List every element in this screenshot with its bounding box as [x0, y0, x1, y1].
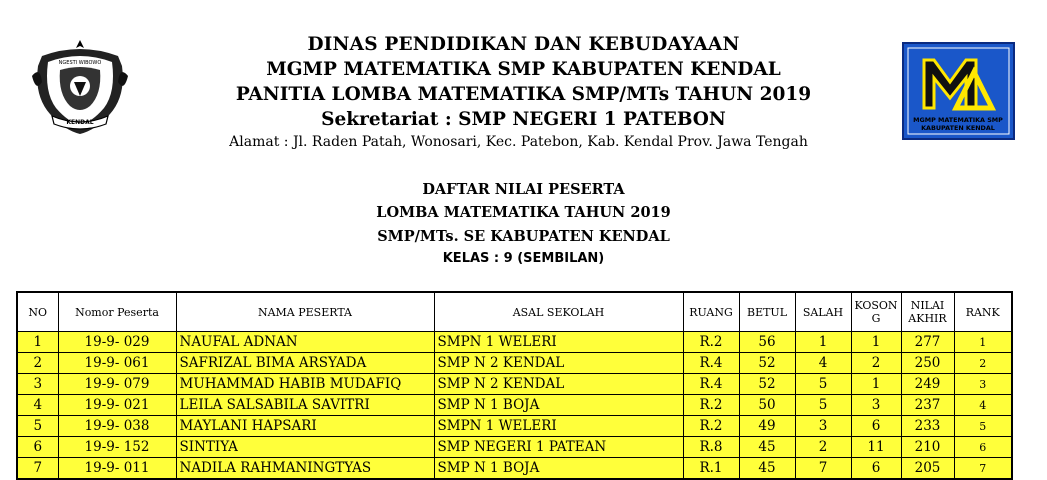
header-line-1: DINAS PENDIDIKAN DAN KEBUDAYAAN [307, 34, 740, 55]
cell-salah: 5 [795, 374, 851, 395]
cell-salah: 4 [795, 353, 851, 374]
cell-nama: MUHAMMAD HABIB MUDAFIQ [176, 374, 434, 395]
cell-no: 1 [17, 332, 58, 353]
table-row [17, 374, 1012, 395]
cell-kosong: 1 [851, 332, 901, 353]
cell-nama: NAUFAL ADNAN [176, 332, 434, 353]
cell-kosong: 6 [851, 458, 901, 480]
crest-top-text: NGESTI WIBOWO [58, 60, 102, 66]
cell-nilai: 205 [901, 458, 954, 480]
col-asal-sekolah: ASAL SEKOLAH [434, 292, 683, 332]
col-kosong-line2: G [871, 312, 881, 325]
header-line-4: Sekretariat : SMP NEGERI 1 PATEBON [321, 109, 726, 130]
cell-nilai: 233 [901, 416, 954, 437]
cell-no: 2 [17, 353, 58, 374]
col-no: NO [17, 292, 58, 332]
mgmp-logo-text-2: KABUPATEN KENDAL [921, 124, 995, 132]
cell-no: 4 [17, 395, 58, 416]
table-row [17, 458, 1012, 480]
cell-asal: SMP N 1 BOJA [434, 395, 683, 416]
col-nilai-akhir [901, 292, 954, 332]
cell-betul: 45 [739, 458, 795, 480]
cell-nomor: 19-9- 011 [58, 458, 176, 480]
cell-rank: 6 [954, 437, 1012, 458]
header-line-2: MGMP MATEMATIKA SMP KABUPATEN KENDAL [266, 59, 781, 80]
cell-rank: 5 [954, 416, 1012, 437]
table-header-row [17, 292, 1012, 332]
score-table [16, 291, 1013, 480]
cell-salah: 1 [795, 332, 851, 353]
cell-ruang: R.2 [683, 332, 739, 353]
cell-asal: SMP N 2 KENDAL [434, 353, 683, 374]
cell-nomor: 19-9- 021 [58, 395, 176, 416]
cell-nomor: 19-9- 061 [58, 353, 176, 374]
cell-ruang: R.2 [683, 395, 739, 416]
cell-asal: SMP NEGERI 1 PATEAN [434, 437, 683, 458]
cell-nilai: 210 [901, 437, 954, 458]
cell-nama: SINTIYA [176, 437, 434, 458]
col-rank: RANK [954, 292, 1012, 332]
cell-betul: 52 [739, 374, 795, 395]
cell-nilai: 277 [901, 332, 954, 353]
cell-nomor: 19-9- 038 [58, 416, 176, 437]
col-kosong-line1: KOSON [854, 299, 898, 312]
cell-kosong: 1 [851, 374, 901, 395]
cell-betul: 52 [739, 353, 795, 374]
doc-title-4: KELAS : 9 (SEMBILAN) [442, 251, 605, 266]
cell-rank: 1 [954, 332, 1012, 353]
table-row [17, 437, 1012, 458]
col-nilai-line2: AKHIR [908, 312, 947, 325]
cell-kosong: 3 [851, 395, 901, 416]
cell-nilai: 237 [901, 395, 954, 416]
table-row [17, 416, 1012, 437]
col-betul: BETUL [739, 292, 795, 332]
cell-no: 3 [17, 374, 58, 395]
col-ruang: RUANG [683, 292, 739, 332]
cell-kosong: 2 [851, 353, 901, 374]
cell-rank: 2 [954, 353, 1012, 374]
cell-salah: 7 [795, 458, 851, 480]
cell-betul: 50 [739, 395, 795, 416]
doc-title-1: DAFTAR NILAI PESERTA [422, 181, 625, 198]
doc-title-2: LOMBA MATEMATIKA TAHUN 2019 [376, 204, 671, 221]
mgmp-logo-text-1: MGMP MATEMATIKA SMP [913, 116, 1003, 124]
table-row [17, 395, 1012, 416]
col-salah: SALAH [795, 292, 851, 332]
col-kosong [851, 292, 901, 332]
cell-nomor: 19-9- 029 [58, 332, 176, 353]
col-nilai-line1: NILAI [910, 299, 945, 312]
cell-rank: 3 [954, 374, 1012, 395]
cell-nama: NADILA RAHMANINGTYAS [176, 458, 434, 480]
cell-no: 7 [17, 458, 58, 480]
cell-asal: SMPN 1 WELERI [434, 416, 683, 437]
col-nama-peserta: NAMA PESERTA [176, 292, 434, 332]
cell-asal: SMPN 1 WELERI [434, 332, 683, 353]
cell-salah: 5 [795, 395, 851, 416]
cell-asal: SMP N 1 BOJA [434, 458, 683, 480]
cell-nama: SAFRIZAL BIMA ARSYADA [176, 353, 434, 374]
cell-nomor: 19-9- 152 [58, 437, 176, 458]
cell-nama: LEILA SALSABILA SAVITRI [176, 395, 434, 416]
cell-nomor: 19-9- 079 [58, 374, 176, 395]
cell-nilai: 249 [901, 374, 954, 395]
table-row [17, 332, 1012, 353]
cell-salah: 2 [795, 437, 851, 458]
cell-kosong: 6 [851, 416, 901, 437]
cell-no: 6 [17, 437, 58, 458]
cell-ruang: R.4 [683, 374, 739, 395]
col-nomor-peserta: Nomor Peserta [58, 292, 176, 332]
cell-no: 5 [17, 416, 58, 437]
cell-ruang: R.1 [683, 458, 739, 480]
cell-ruang: R.2 [683, 416, 739, 437]
cell-betul: 45 [739, 437, 795, 458]
cell-rank: 7 [954, 458, 1012, 480]
cell-rank: 4 [954, 395, 1012, 416]
cell-salah: 3 [795, 416, 851, 437]
header-line-3: PANITIA LOMBA MATEMATIKA SMP/MTs TAHUN 2019 [235, 84, 812, 105]
doc-title-3: SMP/MTs. SE KABUPATEN KENDAL [377, 228, 670, 245]
cell-asal: SMP N 2 KENDAL [434, 374, 683, 395]
cell-nama: MAYLANI HAPSARI [176, 416, 434, 437]
header-address: Alamat : Jl. Raden Patah, Wonosari, Kec. Patebon, Kab. Kendal Prov. Jawa Tengah [229, 134, 808, 150]
crest-bottom-text: KENDAL [66, 119, 94, 126]
cell-ruang: R.8 [683, 437, 739, 458]
cell-betul: 56 [739, 332, 795, 353]
cell-kosong: 11 [851, 437, 901, 458]
table-row [17, 353, 1012, 374]
cell-nilai: 250 [901, 353, 954, 374]
cell-betul: 49 [739, 416, 795, 437]
cell-ruang: R.4 [683, 353, 739, 374]
